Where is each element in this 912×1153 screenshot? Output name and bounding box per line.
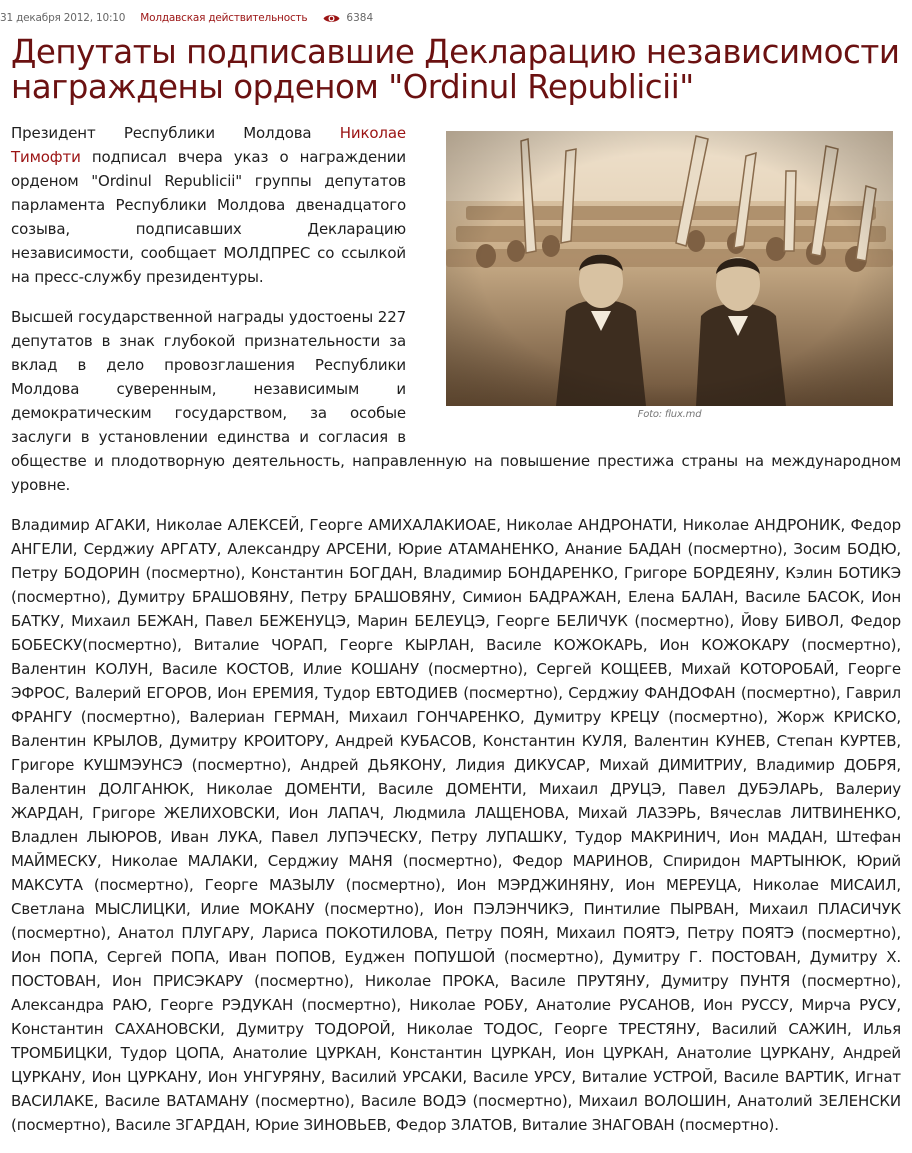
article-meta [0,10,373,26]
article-body [11,121,901,1153]
awardees-list: Владимир АГАКИ, Николае АЛЕКСЕЙ, Георге АМИХАЛАКИОАЕ, Николае АНДРОНАТИ, Николае АНДРОНИК, Федор АНГЕЛИ, Серджиу АРГАТУ, Александру АРСЕНИ, Юрие АТАМАНЕНКО, Анание БАДАН (посмертно), Зосим БОДЮ, Петру БОДОРИН (посмертно), Константин БОГДАН, Владимир БОНДАРЕНКО, Григоре БОРДЕЯНУ, Кэлин БОТИКЭ (посмертно), Думитру БРАШОВЯНУ, Петру БРАШОВЯНУ, Симион БАДРАЖАН, Елена БАЛАН, Василе БАСОК, Ион БАТКУ, Михаил БЕЖАН, Павел БЕЖЕНУЦЭ, Марин БЕЛЕУЦЭ, Георге БЕЛИЧУК (посмертно), Йову БИВОЛ, Федор БОБЕСКУ(посмертно), Виталие ЧОРАП, Георге КЫРЛАН, Василе КОЖОКАРЬ, Ион КОЖОКАРУ (посмертно), Валентин КОЛУН, Василе КОСТОВ, Илие КОШАНУ (посмертно), Сергей КОЩЕЕВ, Михай КОТОРОБАЙ, Георге ЭФРОС, Валерий ЕГОРОВ, Ион ЕРЕМИЯ, Тудор ЕВТОДИЕВ (посмертно), Серджиу ФАНДОФАН (посмертно), Гаврил ФРАНГУ (посмертно), Валериан ГЕРМАН, Михаил ГОНЧАРЕНКО, Думитру КРЕЦУ (посмертно), Жорж КРИСКО, Валентин КРЫЛОВ, Думитру КРОИТОРУ, Андрей КУБАСОВ, Константин КУЛЯ, Валентин КУНЕВ, Степан КУРТЕВ, Григоре КУШМЭУНСЭ (посмертно), Андрей ДЬЯКОНУ, Лидия ДИКУСАР, Михай ДИМИТРИУ, Владимир ДОБРЯ, Валентин ДОЛГАНЮК, Николае ДОМЕНТИ, Василе ДОМЕНТИ, Михаил ДРУЦЭ, Павел ДУБЭЛАРЬ, Валериу ЖАРДАН, Григоре ЖЕЛИХОВСКИ, Ион ЛАПАЧ, Людмила ЛАЩЕНОВА, Михай ЛАЗЭРЬ, Вячеслав ЛИТВИНЕНКО, Владлен ЛЫЮРОВ, Иван ЛУКА, Павел ЛУПЭЧЕСКУ, Петру ЛУПАШКУ, Тудор МАКРИНИЧ, Ион МАДАН, Штефан МАЙМЕСКУ, Николае МАЛАКИ, Серджиу МАНЯ (посмертно), Федор МАРИНОВ, Спиридон МАРТЫНЮК, Юрий МАКСУТА (посмертно), Георге МАЗЫЛУ (посмертно), Ион МЭРДЖИНЯНУ, Ион МЕРЕУЦА, Николае МИСАИЛ, Светлана МЫСЛИЦКИ, Илие МОКАНУ (посмертно), Ион ПЭЛЭНЧИКЭ, Пинтилие ПЫРВАН, Михаил ПЛАСИЧУК (посмертно), Анатол ПЛУГАРУ, Лариса ПОКОТИЛОВА, Петру ПОЯН, Михаил ПОЯТЭ, Петру ПОЯТЭ (посмертно), Ион ПОПА, Сергей ПОПА, Иван ПОПОВ, Еуджен ПОПУШОЙ (посмертно), Думитру Г. ПОСТОВАН, Думитру Х. ПОСТОВАН, Ион ПРИСЭКАРУ (посмертно), Николае ПРОКА, Василе ПРУТЯНУ, Думитру ПУНТЯ (посмертно), Александра РАЮ, Георге РЭДУКАН (посмертно), Николае РОБУ, Анатолие РУСАНОВ, Ион РУССУ, Мирча РУСУ, Константин САХАНОВСКИ, Думитру ТОДОРОЙ, Николае ТОДОС, Георге ТРЕСТЯНУ, Василий САЖИН, Илья ТРОМБИЦКИ, Тудор ЦОПА, Анатолие ЦУРКАН, Константин ЦУРКАН, Ион ЦУРКАН, Анатолие ЦУРКАНУ, Андрей ЦУРКАНУ, Ион ЦУРКАНУ, Ион УНГУРЯНУ, Василий УРСАКИ, Василе УРСУ, Виталие УСТРОЙ, Василе ВАРТИК, Игнат ВАСИЛАКЕ, Василе ВАТАМАНУ (посмертно), Василе ВОДЭ (посмертно), Михаил ВОЛОШИН, Анатолий ЗЕЛЕНСКИ (посмертно), Василе ЗГАРДАН, Юрие ЗИНОВЬЕВ, Федор ЗЛАТОВ, Виталие ЗНАГОВАН (посмертно). [11,516,901,1134]
photo-caption: Foto: flux.md [637,409,702,420]
paragraph-2: Высшей государственной награды удостоены 227 депутатов в знак глубокой признательности за вклад в дело провозглашения Республики Молдова суверенным, независимым и демократическим государством, за особые заслуги в установлении единства и согласия в обществе и плодотворную деятельность, направленную на повышение престижа страны на международном уровне. [11,308,901,494]
category-link[interactable]: Молдавская действительность [140,12,308,24]
view-counter [323,12,373,24]
article-figure [446,131,893,422]
eye-icon [323,13,340,24]
president-link[interactable]: Николае Тимофти [11,124,406,166]
paragraph-1-intro: Президент Республики Молдова [11,124,340,142]
article-headline: Депутаты подписавшие Декларацию независимости награждены орденом "Ordinul Republicii" [11,33,900,106]
view-count: 6384 [346,12,374,24]
paragraph-1-rest: подписал вчера указ о награждении орденом "Ordinul Republicii" группы депутатов парламента Республики Молдова двенадцатого созыва, подписавших Декларацию независимости, сообщает МОЛДПРЕС со ссылкой на пресс-службу президентуры. [11,148,406,286]
publish-date: 31 декабря 2012, 10:10 [0,12,126,24]
article-photo[interactable] [446,131,893,406]
